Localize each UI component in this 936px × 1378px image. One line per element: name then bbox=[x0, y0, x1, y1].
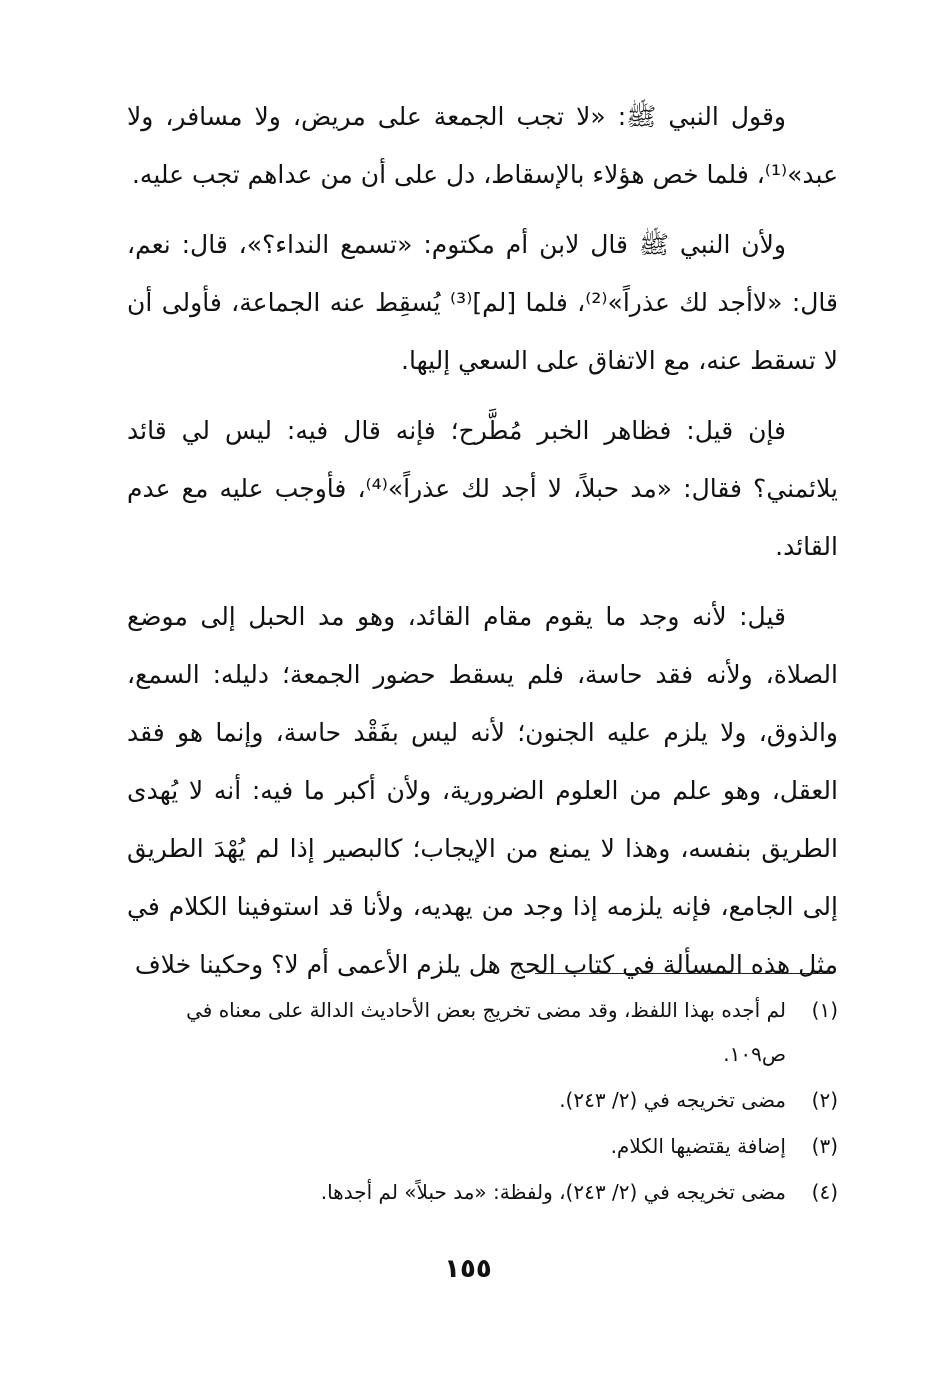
footnote-1 bbox=[127, 988, 838, 1076]
footnote-text: لم أجده بهذا اللفظ، وقد مضى تخريج بعض الأحاديث الدالة على معناه في ص١٠٩. bbox=[186, 998, 786, 1066]
footnote-text: مضى تخريجه في (٢/ ٢٤٣). bbox=[559, 1088, 786, 1112]
footnote-text: مضى تخريجه في (٢/ ٢٤٣)، ولفظة: «مد حبلاً» لم أجدها. bbox=[320, 1180, 786, 1204]
footnote-text: إضافة يقتضيها الكلام. bbox=[610, 1134, 786, 1158]
paragraph-1: وقول النبي ﷺ: «لا تجب الجمعة على مريض، ولا مسافر، ولا عبد»⁽¹⁾، فلما خص هؤلاء بالإسقاط، دل على أن من عداهم تجب عليه. bbox=[127, 102, 838, 189]
footnote-number: (٤) bbox=[811, 1180, 838, 1204]
footnote-separator bbox=[535, 973, 833, 974]
main-text bbox=[127, 88, 838, 1006]
footnote-4 bbox=[127, 1170, 838, 1214]
footnote-2 bbox=[127, 1078, 838, 1122]
footnotes bbox=[127, 988, 838, 1216]
paragraph-4: قيل: لأنه وجد ما يقوم مقام القائد، وهو مد الحبل إلى موضع الصلاة، ولأنه فقد حاسة، فلم يسقط حضور الجمعة؛ دليله: السمع، والذوق، ولا يلزم عليه الجنون؛ لأنه ليس بفَقْد حاسة، وإنما هو فقد العقل، وهو علم من العلوم الضرورية، ولأن أكبر ما فيه: أنه لا يُهدى الطريق بنفسه، وهذا لا يمنع من الإيجاب؛ كالبصير إذا لم يُهْدَ الطريق إلى الجامع، فإنه يلزمه إذا وجد من يهديه، ولأنا قد استوفينا الكلام في مثل هذه المسألة في كتاب الحج هل يلزم الأعمى أم لا؟ وحكينا خلاف bbox=[127, 602, 838, 979]
page-number: ١٥٥ bbox=[444, 1254, 492, 1284]
footnote-number: (٢) bbox=[811, 1088, 838, 1112]
paragraph-3: فإن قيل: فظاهر الخبر مُطَّرح؛ فإنه قال فيه: ليس لي قائد يلائمني؟ فقال: «مد حبلاً، لا أجد لك عذراً»⁽⁴⁾، فأوجب عليه مع عدم القائد. bbox=[127, 416, 838, 561]
footnote-number: (٣) bbox=[811, 1134, 838, 1158]
footnote-number: (١) bbox=[811, 998, 838, 1022]
paragraph-2: ولأن النبي ﷺ قال لابن أم مكتوم: «تسمع النداء؟»، قال: نعم، قال: «لاأجد لك عذراً»⁽²⁾، فلما [لم]⁽³⁾ يُسقِط عنه الجماعة، فأولى أن لا تسقط عنه، مع الاتفاق على السعي إليها. bbox=[127, 230, 838, 375]
footnote-3 bbox=[127, 1124, 838, 1168]
